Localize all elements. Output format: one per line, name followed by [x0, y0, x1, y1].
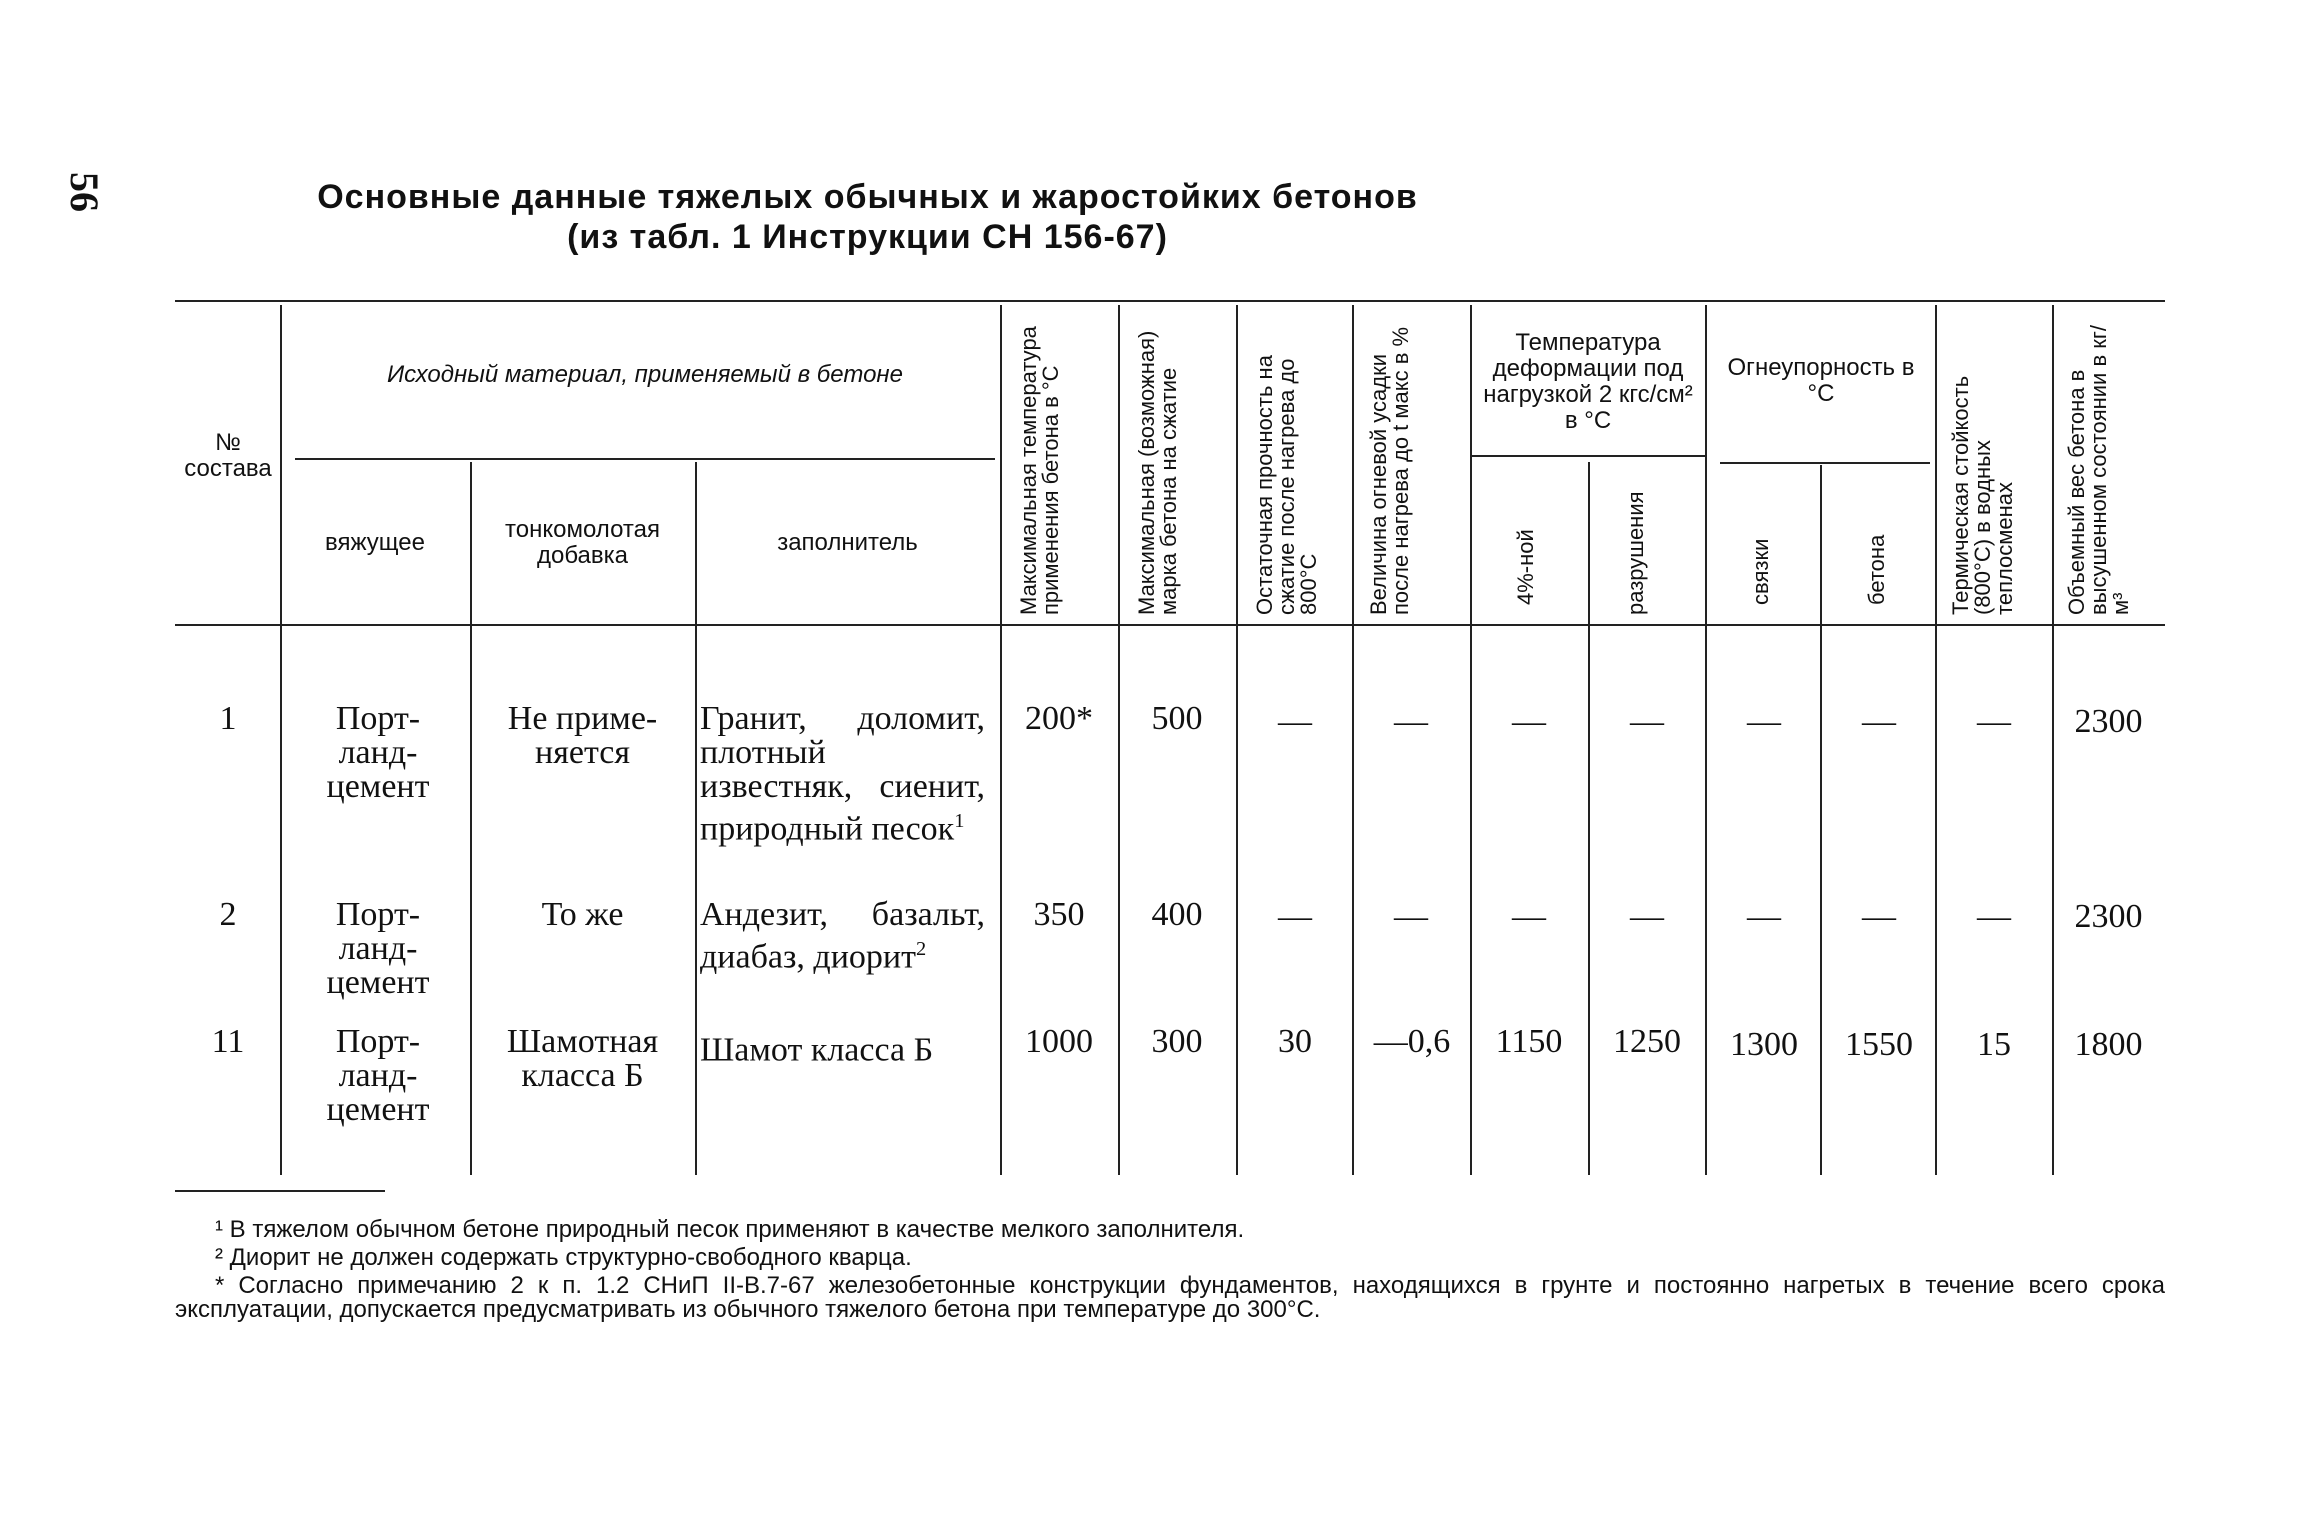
row2-thermal: — — [1977, 898, 2011, 935]
header-density: Объемный вес бетона в высушенном состоянии в кг/м³ — [2064, 324, 2133, 615]
row1-refract-concrete: — — [1862, 703, 1896, 740]
row1-max-temp: 200* — [1025, 700, 1093, 737]
header-refract-group: Огнеупорность в °С — [1727, 354, 1915, 407]
material-group-rule — [295, 458, 995, 460]
row1-deform-break: — — [1630, 703, 1664, 740]
header-residual-strength: Остаточная прочность на сжатие после нагрева до 800°С — [1252, 355, 1321, 615]
col-sep — [1352, 305, 1354, 1175]
row1-num: 1 — [219, 700, 237, 737]
row1-refract-binder: — — [1747, 703, 1781, 740]
footnote-3: * Согласно примечанию 2 к п. 1.2 СНиП II-В.7-67 железобетонные конструкции фундаментов, находящихся в грунте и постоянно нагретых в течение всего срока эксплуатации, допускается предусматривать из обычного тяжелого бетона при температуре до 300°С. — [175, 1272, 2165, 1323]
row3-max-temp: 1000 — [1025, 1023, 1093, 1060]
row1-thermal: — — [1977, 703, 2011, 740]
row3-refract-concrete: 1550 — [1845, 1026, 1913, 1063]
row3-filler: Шамот класса Б — [700, 1031, 934, 1069]
header-refract-binder: связки — [1748, 538, 1773, 605]
row2-binder: Порт-ланд-цемент — [326, 896, 430, 1001]
row2-density: 2300 — [2074, 898, 2143, 935]
page-number: 56 — [62, 172, 107, 212]
header-binder: вяжущее — [325, 529, 425, 556]
header-num: № состава — [184, 429, 272, 482]
col-sep — [1935, 305, 1937, 1175]
header-thermal: Термическая стойкость (800°С) в водных теплосменах — [1948, 375, 2017, 615]
header-max-grade: Максимальная (возможная) марка бетона на сжатие — [1134, 330, 1181, 615]
row1-shrink: — — [1394, 703, 1428, 740]
row3-deform-break: 1250 — [1613, 1023, 1681, 1060]
row2-residual: — — [1278, 898, 1312, 935]
row3-deform-4: 1150 — [1495, 1023, 1563, 1060]
row3-num: 11 — [211, 1023, 245, 1060]
row3-shrink: —0,6 — [1373, 1023, 1451, 1060]
row2-deform-break: — — [1630, 898, 1664, 935]
header-material-group: Исходный материал, применяемый в бетоне — [387, 361, 903, 388]
row2-deform-4: — — [1512, 898, 1546, 935]
row1-filler: Гранит, доломит, плотный известняк, сиенит, природный песок$^1$ — [700, 700, 985, 848]
refract-group-rule — [1720, 462, 1930, 464]
row2-num: 2 — [219, 896, 237, 933]
header-filler: заполнитель — [777, 529, 918, 556]
row2-refract-concrete: — — [1862, 898, 1896, 935]
row2-max-grade: 400 — [1151, 896, 1203, 933]
deform-group-rule — [1470, 455, 1705, 457]
header-additive: тонкомолотая добавка — [505, 516, 660, 569]
row3-additive: Шамотная класса Б — [506, 1023, 659, 1094]
col-sep — [280, 305, 282, 1175]
row1-max-grade: 500 — [1151, 700, 1203, 737]
header-deform-4: 4%-ной — [1513, 529, 1538, 605]
row3-binder: Порт-ланд-цемент — [326, 1023, 430, 1128]
footnote-rule — [175, 1190, 385, 1192]
row2-refract-binder: — — [1747, 898, 1781, 935]
header-deform-group: Температура деформации под нагрузкой 2 кгс/см² в °С — [1483, 329, 1693, 434]
header-bottom-rule — [175, 624, 2165, 626]
row3-max-grade: 300 — [1151, 1023, 1203, 1060]
col-sep — [2052, 305, 2054, 1175]
row2-additive: То же — [541, 896, 624, 933]
table-top-rule — [175, 300, 2165, 302]
header-shrinkage: Величина огневой усадки после нагрева до t макс в % — [1366, 326, 1413, 615]
col-sep — [470, 462, 472, 1175]
col-sep — [1705, 305, 1707, 1175]
footnote-2: ² Диорит не должен содержать структурно-свободного кварца. — [215, 1244, 912, 1271]
col-sep — [1820, 465, 1822, 1175]
row2-max-temp: 350 — [1033, 896, 1085, 933]
row2-filler: Андезит, базальт, диабаз, диорит$^2$ — [700, 896, 985, 976]
footnote-1: ¹ В тяжелом обычном бетоне природный песок применяют в качестве мелкого заполнителя. — [215, 1216, 1245, 1243]
row1-additive: Не приме-няется — [507, 700, 658, 771]
col-sep — [695, 462, 697, 1175]
row1-binder: Порт-ланд-цемент — [326, 700, 430, 805]
col-sep — [1118, 305, 1120, 1175]
table-title: Основные данные тяжелых обычных и жаростойких бетонов — [317, 178, 1418, 216]
col-sep — [1470, 305, 1472, 1175]
row2-shrink: — — [1394, 898, 1428, 935]
col-sep — [1000, 305, 1002, 1175]
row1-density: 2300 — [2074, 703, 2143, 740]
header-max-temp: Максимальная температура применения бетона в °С — [1016, 326, 1063, 615]
row1-residual: — — [1278, 703, 1312, 740]
row1-deform-4: — — [1512, 703, 1546, 740]
row3-residual: 30 — [1278, 1023, 1312, 1060]
col-sep — [1236, 305, 1238, 1175]
col-sep — [1588, 462, 1590, 1175]
row3-refract-binder: 1300 — [1730, 1026, 1798, 1063]
header-refract-concrete: бетона — [1864, 534, 1889, 605]
row3-thermal: 15 — [1977, 1026, 2011, 1063]
header-deform-break: разрушения — [1623, 491, 1648, 615]
table-subtitle: (из табл. 1 Инструкции СН 156-67) — [567, 218, 1168, 256]
row3-density: 1800 — [2074, 1026, 2143, 1063]
